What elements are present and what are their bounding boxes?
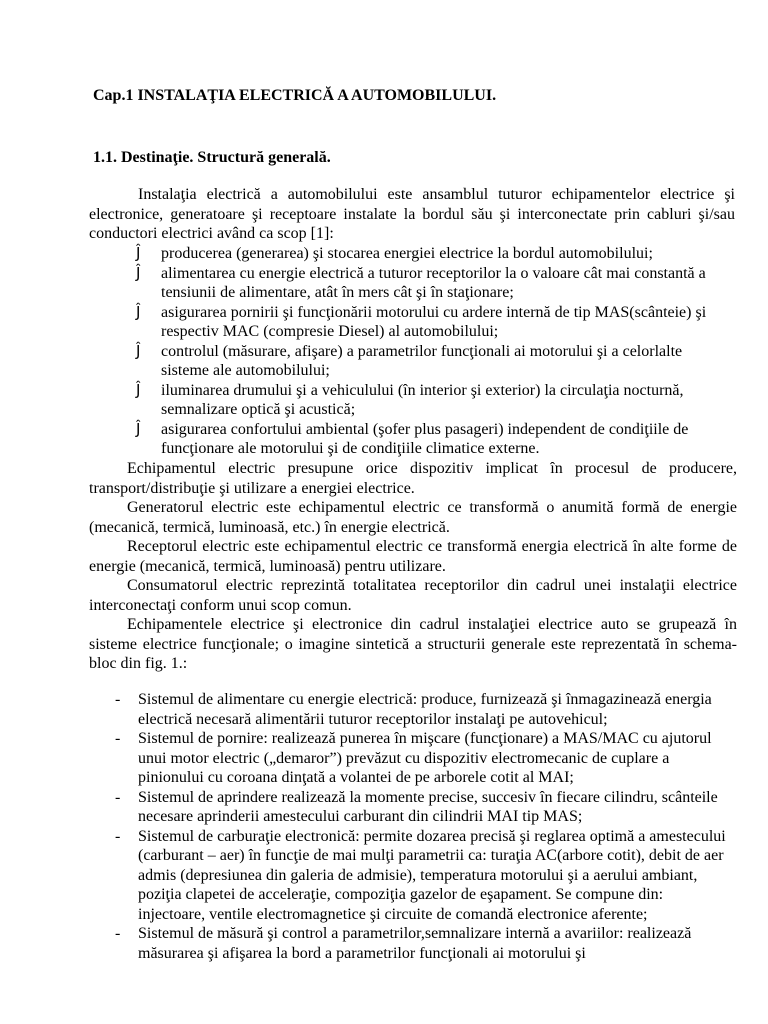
intro-paragraph: Instalaţia electrică a automobilului este ansamblul tuturor echipamentelor electrice şi electronice, generatoare şi receptoare instalate la bordul său şi interconectate prin cabluri şi/sau conductori electrici având ca scop [1]: (89, 186, 735, 242)
purpose-list (0, 244, 768, 459)
bullet-icon: Ĵ (136, 419, 141, 438)
list-item (0, 420, 721, 459)
paragraph: Generatorul electric este echipamentul electric ce transformă o anumită formă de energie (mecanică, termică, luminoasă, etc.) în energie electrică. (89, 499, 737, 536)
bullet-icon: Ĵ (136, 302, 141, 321)
list-item-text: asigurarea pornirii şi funcţionării motorului cu ardere internă de tip MAS(scânteie) şi respectiv MAC (compresie Diesel) al automobilului; (161, 303, 707, 340)
dash-marker: - (115, 730, 121, 747)
list-item (0, 303, 721, 342)
list-item-text: alimentarea cu energie electrică a tuturor receptorilor la o valoare cât mai constantă a tensiunii de alimentare, atât în mers cât şi în staţionare; (161, 264, 706, 301)
list-item (0, 846, 730, 924)
list-item (0, 924, 730, 963)
list-item-text: Sistemul de aprindere realizează la momente precise, succesiv în fiecare cilindru, scânteile necesare aprinderii amestecului carburant din cilindrii MAI tip MAS; (138, 788, 718, 825)
list-item-text: iluminarea drumului şi a vehiculului (în interior şi exterior) la circulaţia nocturnă, semnalizare optică şi acustică; (161, 381, 684, 418)
list-item-text: asigurarea confortului ambiental (şofer plus pasageri) independent de condiţiile de funcţionare ale motorului şi de condiţiile climatice externe. (161, 420, 689, 457)
list-item (0, 690, 730, 729)
list-item (0, 244, 721, 264)
dash-marker: - (115, 827, 121, 845)
section-title: 1.1. Destinaţie. Structură generală. (93, 149, 331, 166)
list-item-text: (carburant – aer) în funcţie de mai mulţi parametrii ca: turaţia AC(arbore cotit), debit de aer admis (depresiunea din galeria de admisie), temperatura motorului şi a aerului ambiant, poziţia clapetei de acceleraţie, compoziţia gazelor de eşapament. Se compune din: injectoare, ventile electromagnetice şi circuite de comandă electronice aferente; (138, 847, 724, 923)
list-item-text: Sistemul de măsură şi control a parametrilor,semnalizare internă a avariilor: realizează măsurarea şi afişarea la bord a parametrilor funcţionali ai motorului şi (138, 925, 692, 962)
list-item (0, 827, 730, 847)
list-item-text: Sistemul de pornire: realizează punerea în mişcare (funcţionare) a MAS/MAC cu ajutorul unui motor electric („demaror”) prevăzut cu dispozitiv electromecanic de cuplare a pinionului cu coroana dinţată a volantei de pe arborele cotit al MAI; (138, 730, 712, 786)
list-item (0, 788, 730, 827)
bullet-icon: Ĵ (136, 341, 141, 360)
bullet-icon: Ĵ (136, 244, 141, 262)
list-item (0, 264, 721, 303)
chapter-title: Cap.1 INSTALAŢIA ELECTRICĂ A AUTOMOBILULUI. (93, 87, 497, 104)
paragraph: Consumatorul electric reprezintă totalitatea receptorilor din cadrul unei instalaţii electrice interconectaţi conform unui scop comun. (89, 577, 737, 614)
list-item (0, 729, 730, 788)
paragraph: Echipamentul electric presupune orice dispozitiv implicat în procesul de producere, transport/distribuţie şi utilizare a energiei electrice. (89, 460, 737, 497)
dash-marker: - (115, 691, 121, 708)
list-item-text: producerea (generarea) şi stocarea energiei electrice la bordul automobilului; (161, 245, 653, 262)
list-item-text: controlul (măsurare, afişare) a parametrilor funcţionali ai motorului şi a celorlalte sisteme ale automobilului; (161, 342, 683, 379)
paragraph: Receptorul electric este echipamentul electric ce transformă energia electrică în alte forme de energie (mecanică, termică, luminoasă) pentru utilizare. (89, 538, 737, 575)
bullet-icon: Ĵ (136, 263, 141, 282)
paragraph: Echipamentele electrice şi electronice din cadrul instalaţiei electrice auto se grupează în sisteme electrice funcţionale; o imagine sintetică a structurii generale este reprezentată în schema-bloc din fig. 1.: (89, 616, 737, 672)
list-item-text: Sistemul de alimentare cu energie electrică: produce, furnizează şi înmagazinează energia electrică necesară alimentării tuturor receptorilor instalaţi pe autovehicul; (138, 691, 712, 728)
bullet-icon: Ĵ (136, 380, 141, 399)
systems-list (0, 690, 768, 963)
dash-marker: - (115, 788, 121, 806)
dash-marker: - (115, 925, 121, 942)
list-item (0, 342, 721, 381)
list-item-text: Sistemul de carburaţie electronică: permite dozarea precisă şi reglarea optimă a amestecului (138, 827, 726, 845)
list-item (0, 381, 721, 420)
definitions (89, 459, 737, 674)
